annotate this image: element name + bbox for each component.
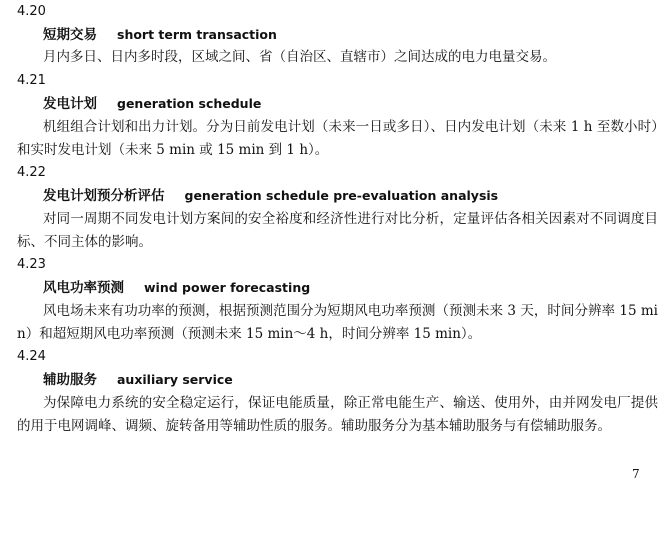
term-definition: 为保障电力系统的安全稳定运行，保证电能质量，除正常电能生产、输送、使用外，由并网发电厂提供的用于电网调峰、调频、旋转备用等辅助性质的服务。辅助服务分为基本辅助服务与有偿辅助服务。: [17, 395, 658, 434]
term-english: generation schedule: [117, 96, 262, 111]
term-chinese: 风电功率预测: [43, 280, 124, 296]
term-chinese: 发电计划预分析评估: [43, 188, 165, 204]
term-number: 4.22: [17, 165, 46, 180]
term-definition: 月内多日、日内多时段，区域之间、省（自治区、直辖市）之间达成的电力电量交易。: [43, 49, 556, 65]
term-definition: 对同一周期不同发电计划方案间的安全裕度和经济性进行对比分析，定量评估各相关因素对不同调度目标、不同主体的影响。: [17, 211, 658, 250]
term-number: 4.20: [17, 4, 46, 19]
term-chinese: 辅助服务: [43, 372, 97, 388]
term-english: generation schedule pre-evaluation analysis: [184, 188, 499, 203]
term-heading: [43, 187, 498, 205]
term-heading: [43, 26, 277, 44]
term-chinese: 发电计划: [43, 96, 97, 112]
term-definition: 机组组合计划和出力计划。分为日前发电计划（未来一日或多日）、日内发电计划（未来 1 h 至数小时）和实时发电计划（未来 5 min 或 15 min 到 1 h）。: [17, 119, 658, 158]
term-english: wind power forecasting: [144, 280, 311, 295]
term-number: 4.23: [17, 257, 46, 272]
term-english: auxiliary service: [117, 372, 233, 387]
term-chinese: 短期交易: [43, 27, 97, 43]
page-number: 7: [632, 467, 640, 481]
term-heading: [43, 371, 233, 389]
term-heading: [43, 95, 261, 113]
term-english: short term transaction: [117, 27, 277, 42]
term-number: 4.21: [17, 73, 46, 88]
term-definition: 风电场未来有功功率的预测，根据预测范围分为短期风电功率预测（预测未来 3 天，时间分辨率 15 min）和超短期风电功率预测（预测未来 15 min～4 h，时间分辨率 15 min）。: [17, 303, 658, 342]
term-number: 4.24: [17, 349, 46, 364]
term-heading: [43, 279, 310, 297]
